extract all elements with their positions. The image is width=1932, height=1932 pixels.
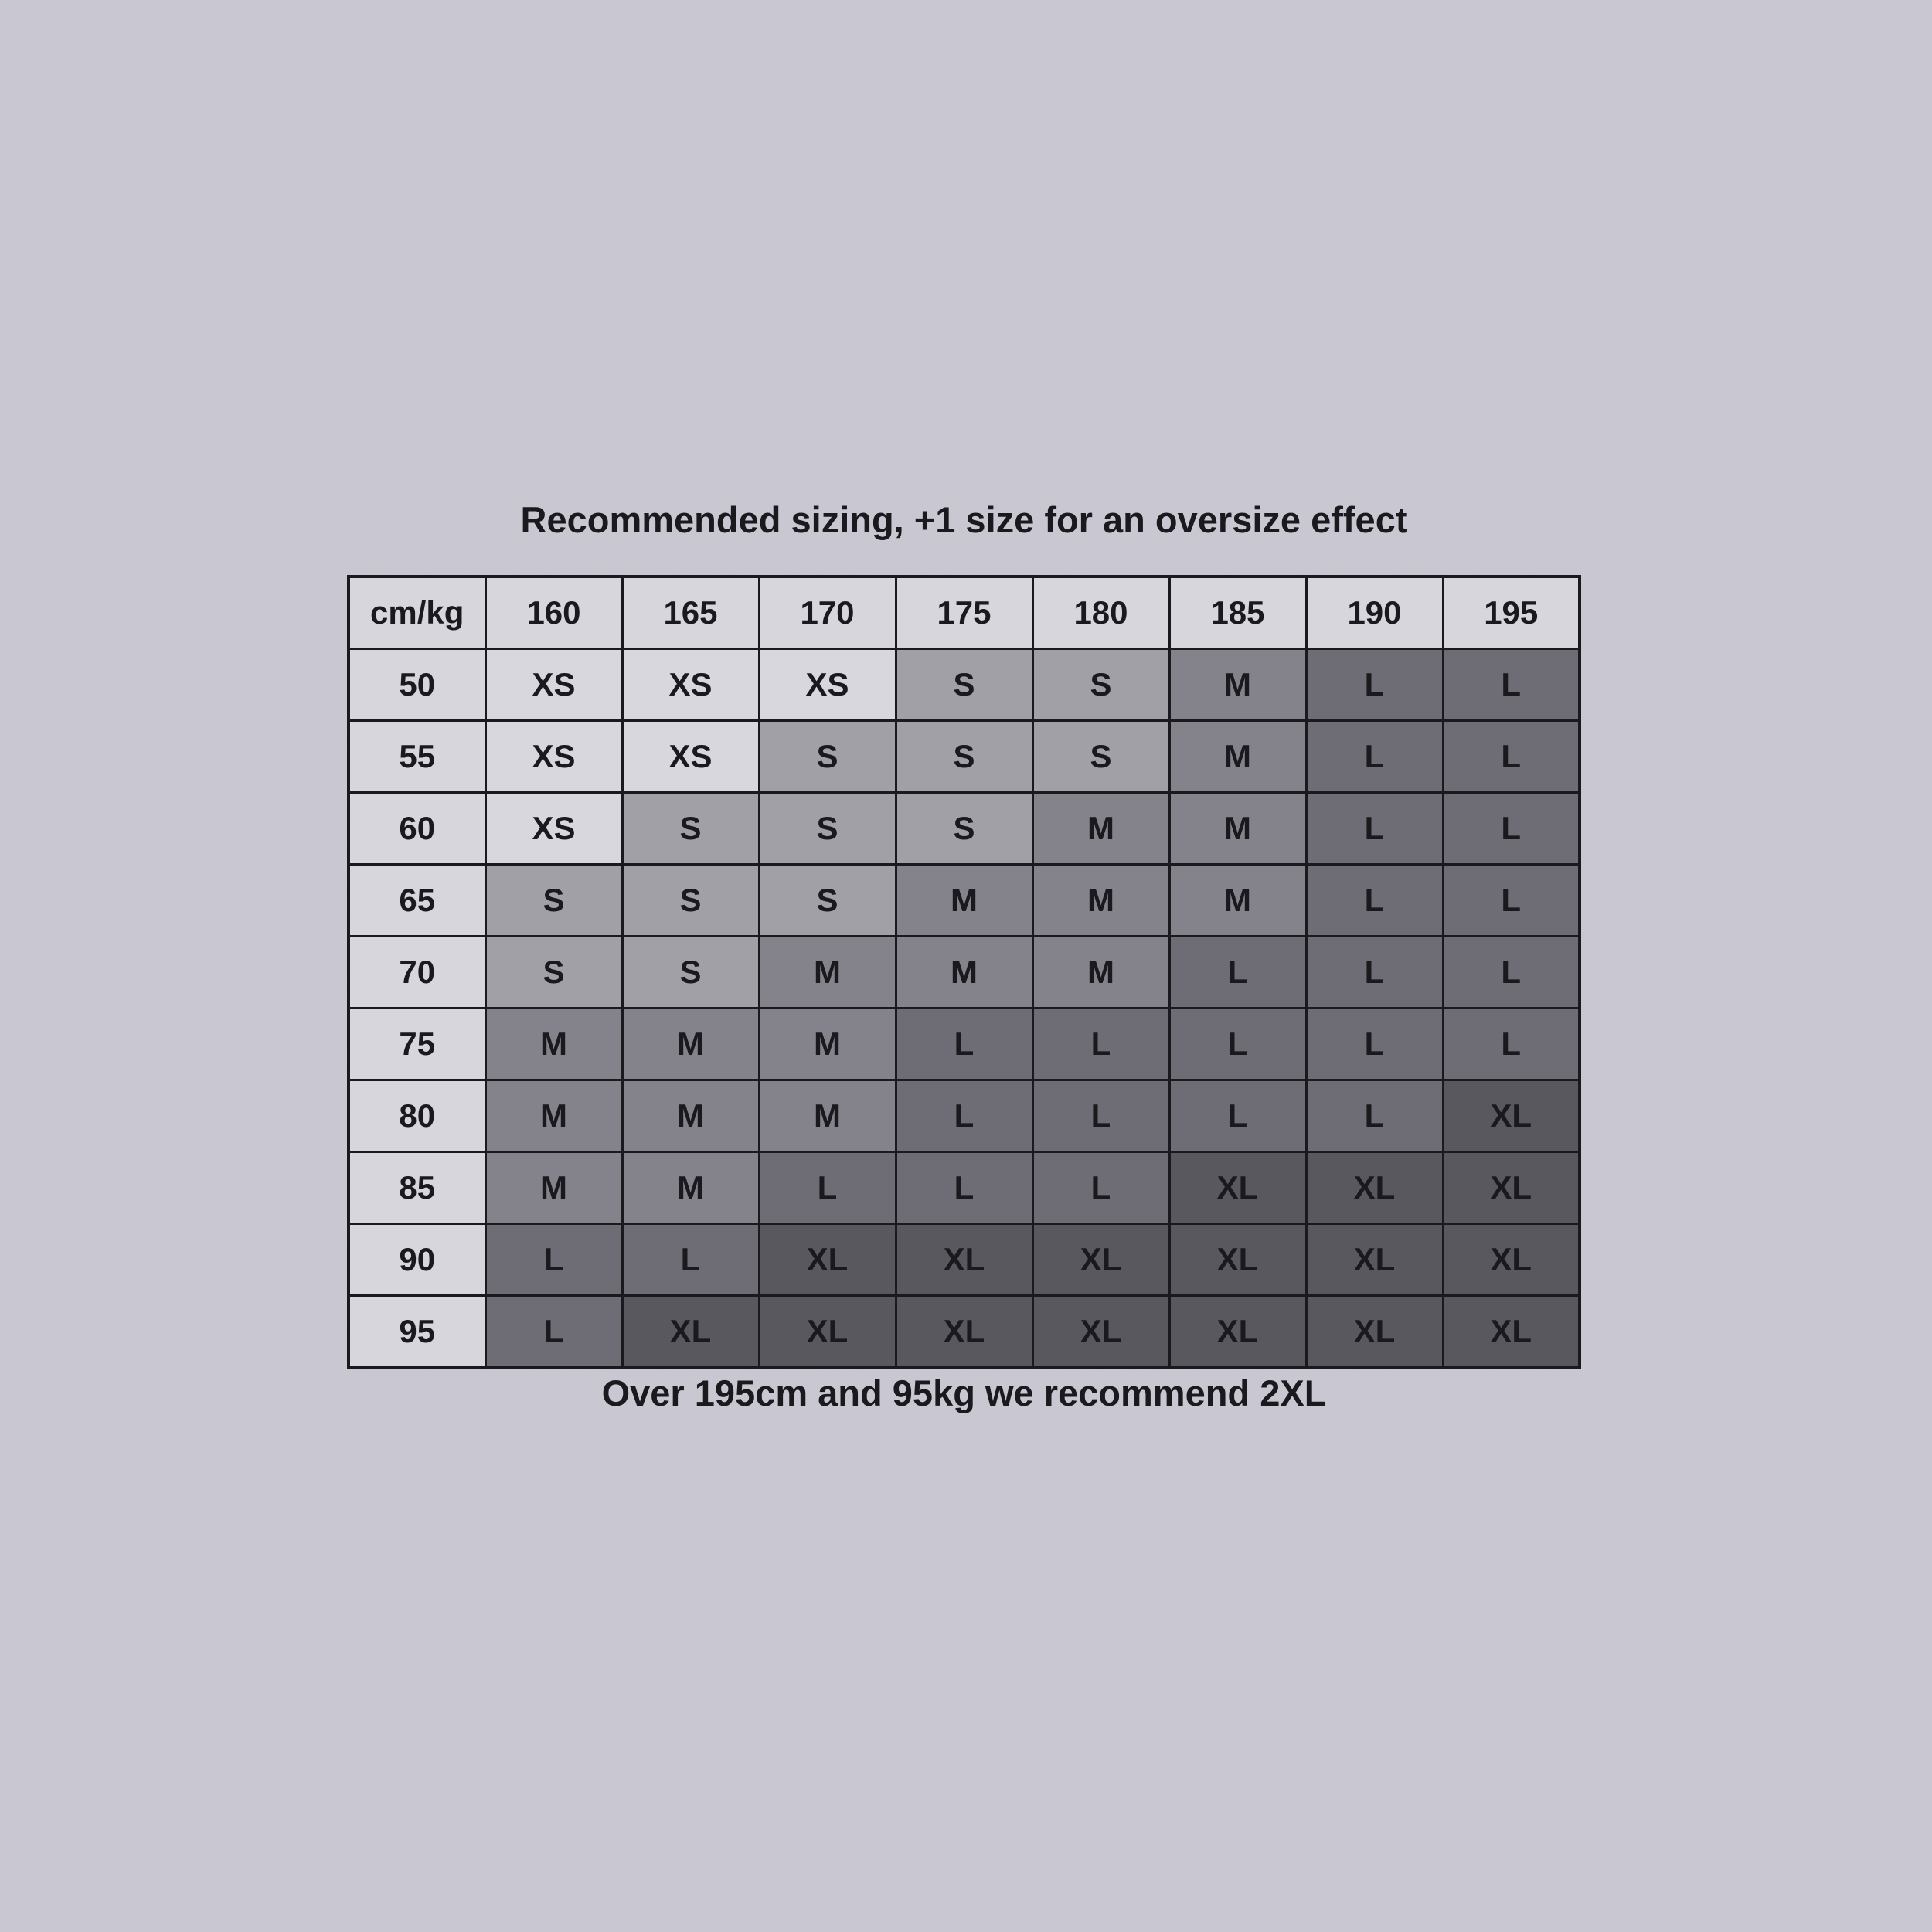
row-label: 60 <box>349 793 485 865</box>
size-cell: M <box>1032 793 1169 865</box>
size-cell: XL <box>1306 1224 1443 1296</box>
size-cell: XS <box>485 649 622 721</box>
size-cell: L <box>1032 1152 1169 1224</box>
size-cell: S <box>759 865 896 937</box>
col-header: 170 <box>759 577 896 649</box>
row-label: 50 <box>349 649 485 721</box>
table-row <box>349 721 1580 793</box>
size-cell: M <box>622 1009 759 1080</box>
size-cell: L <box>1169 937 1306 1009</box>
size-cell: XL <box>1169 1296 1306 1369</box>
table-row <box>349 1224 1580 1296</box>
size-cell: S <box>622 865 759 937</box>
table-row <box>349 1080 1580 1152</box>
size-cell: M <box>896 865 1032 937</box>
row-label: 80 <box>349 1080 485 1152</box>
size-cell: S <box>622 937 759 1009</box>
size-cell: S <box>896 649 1032 721</box>
size-cell: L <box>1306 1080 1443 1152</box>
table-row <box>349 793 1580 865</box>
size-cell: M <box>1032 865 1169 937</box>
table-row <box>349 1296 1580 1369</box>
size-cell: L <box>1032 1080 1169 1152</box>
col-header: 190 <box>1306 577 1443 649</box>
size-cell: L <box>1443 937 1580 1009</box>
size-cell: S <box>622 793 759 865</box>
size-cell: S <box>485 865 622 937</box>
table-row <box>349 865 1580 937</box>
size-cell: L <box>759 1152 896 1224</box>
size-cell: L <box>1443 1009 1580 1080</box>
size-cell: M <box>1169 793 1306 865</box>
size-cell: M <box>759 937 896 1009</box>
row-label: 55 <box>349 721 485 793</box>
size-cell: XL <box>896 1224 1032 1296</box>
row-label: 70 <box>349 937 485 1009</box>
table-row <box>349 937 1580 1009</box>
size-cell: L <box>1169 1009 1306 1080</box>
size-cell: XL <box>1032 1296 1169 1369</box>
size-cell: L <box>485 1224 622 1296</box>
size-cell: M <box>1169 649 1306 721</box>
row-label: 85 <box>349 1152 485 1224</box>
row-label: 90 <box>349 1224 485 1296</box>
size-cell: XS <box>622 649 759 721</box>
table-row <box>349 1152 1580 1224</box>
size-cell: XL <box>896 1296 1032 1369</box>
size-cell: XL <box>759 1296 896 1369</box>
col-header: 180 <box>1032 577 1169 649</box>
size-cell: M <box>485 1080 622 1152</box>
table-row <box>349 649 1580 721</box>
size-cell: L <box>1306 793 1443 865</box>
size-cell: L <box>1306 1009 1443 1080</box>
size-cell: XL <box>1443 1152 1580 1224</box>
size-cell: XL <box>1443 1296 1580 1369</box>
sizing-table-body <box>349 649 1580 1369</box>
size-cell: L <box>485 1296 622 1369</box>
size-cell: L <box>896 1080 1032 1152</box>
size-cell: M <box>1169 865 1306 937</box>
size-cell: XL <box>1443 1080 1580 1152</box>
size-cell: M <box>485 1009 622 1080</box>
size-cell: XS <box>622 721 759 793</box>
chart-note: Over 195cm and 95kg we recommend 2XL <box>601 1372 1327 1413</box>
size-cell: S <box>896 721 1032 793</box>
size-cell: L <box>1306 937 1443 1009</box>
size-cell: L <box>896 1009 1032 1080</box>
size-cell: XS <box>759 649 896 721</box>
size-cell: M <box>622 1152 759 1224</box>
sizing-table <box>347 575 1581 1369</box>
size-cell: S <box>759 793 896 865</box>
col-header: 185 <box>1169 577 1306 649</box>
size-cell: XS <box>485 793 622 865</box>
size-cell: L <box>622 1224 759 1296</box>
size-cell: L <box>1032 1009 1169 1080</box>
size-cell: L <box>1443 649 1580 721</box>
row-label: 95 <box>349 1296 485 1369</box>
size-cell: XL <box>1169 1224 1306 1296</box>
size-cell: S <box>1032 649 1169 721</box>
size-cell: M <box>896 937 1032 1009</box>
size-cell: M <box>759 1080 896 1152</box>
size-cell: L <box>1306 649 1443 721</box>
size-cell: S <box>485 937 622 1009</box>
row-label: 65 <box>349 865 485 937</box>
size-cell: M <box>485 1152 622 1224</box>
size-cell: M <box>622 1080 759 1152</box>
col-header: 165 <box>622 577 759 649</box>
size-cell: L <box>1169 1080 1306 1152</box>
col-header: 175 <box>896 577 1032 649</box>
size-cell: L <box>1443 865 1580 937</box>
chart-title: Recommended sizing, +1 size for an oversize effect <box>520 499 1408 540</box>
size-cell: XL <box>1032 1224 1169 1296</box>
size-cell: XS <box>485 721 622 793</box>
size-cell: S <box>896 793 1032 865</box>
size-cell: S <box>759 721 896 793</box>
col-header: 160 <box>485 577 622 649</box>
size-cell: L <box>1306 721 1443 793</box>
size-cell: S <box>1032 721 1169 793</box>
size-cell: XL <box>1306 1152 1443 1224</box>
header-row <box>349 577 1580 649</box>
size-cell: XL <box>1443 1224 1580 1296</box>
size-cell: L <box>896 1152 1032 1224</box>
col-header: 195 <box>1443 577 1580 649</box>
size-cell: XL <box>1169 1152 1306 1224</box>
size-cell: M <box>1169 721 1306 793</box>
size-cell: L <box>1306 865 1443 937</box>
size-cell: M <box>759 1009 896 1080</box>
size-cell: XL <box>1306 1296 1443 1369</box>
size-cell: XL <box>622 1296 759 1369</box>
table-row <box>349 1009 1580 1080</box>
size-cell: XL <box>759 1224 896 1296</box>
row-label: 75 <box>349 1009 485 1080</box>
corner-label-cell: cm/kg <box>349 577 485 649</box>
size-cell: L <box>1443 793 1580 865</box>
size-cell: M <box>1032 937 1169 1009</box>
sizing-table-header <box>349 577 1580 649</box>
size-cell: L <box>1443 721 1580 793</box>
